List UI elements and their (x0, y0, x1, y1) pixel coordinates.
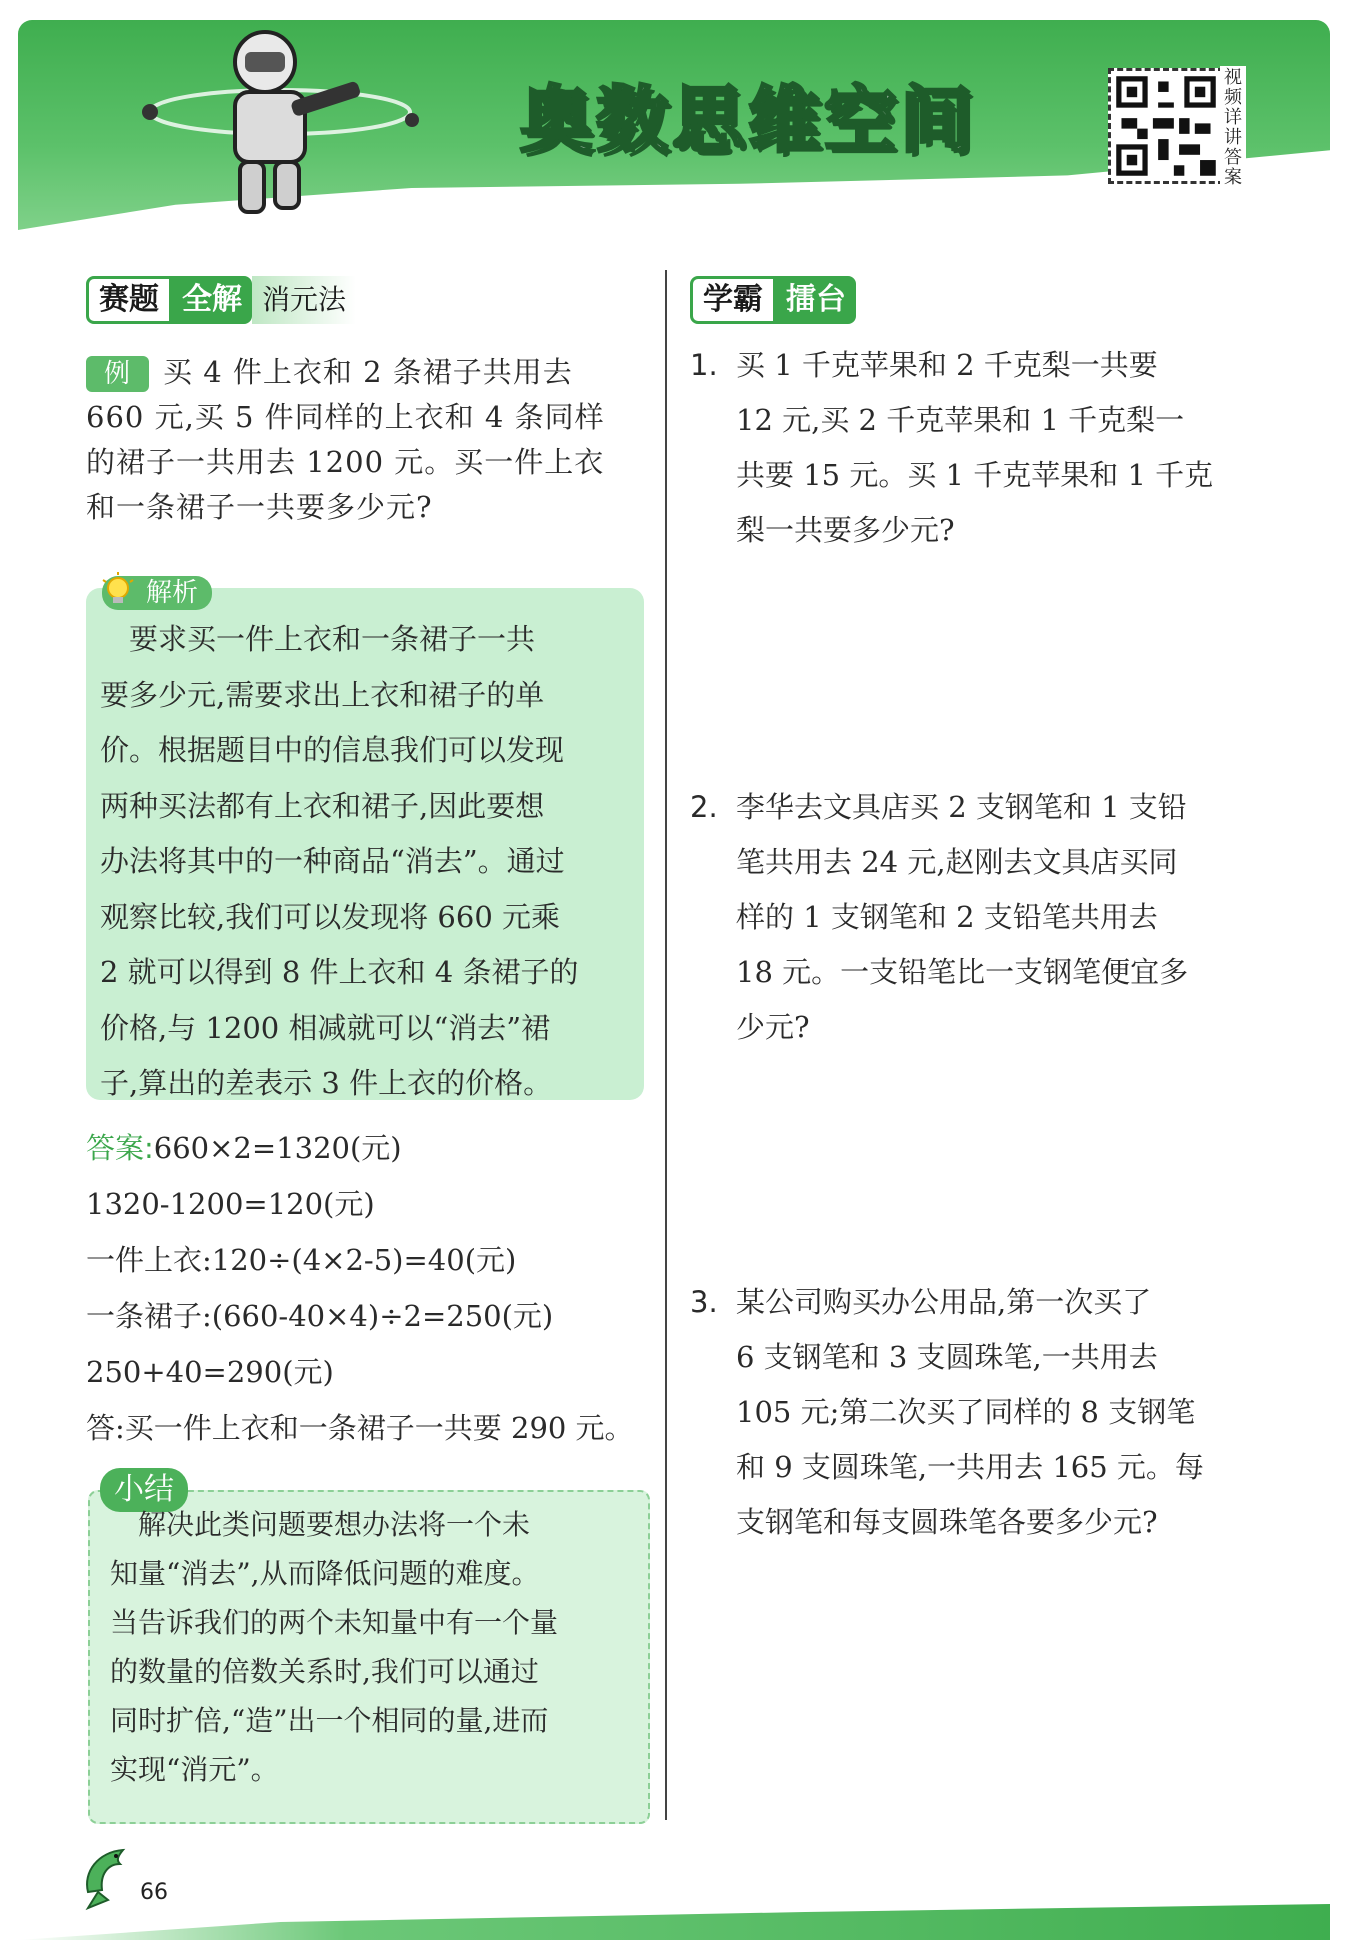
example-line-2: 660 元,买 5 件同样的上衣和 4 条同样 (86, 400, 605, 434)
summary-text (110, 1500, 630, 1794)
footer-bar (18, 1900, 1330, 1940)
answer-line: 1320-1200=120(元) (86, 1187, 375, 1221)
question-2 (690, 780, 1250, 1055)
column-divider (665, 270, 667, 1820)
question-number: 1. (690, 348, 718, 382)
answer-line: 一件上衣:120÷(4×2-5)=40(元) (86, 1243, 517, 1277)
analysis-label: 解析 (102, 576, 212, 610)
page-number: 66 (140, 1880, 168, 1905)
example-line-1: 例 买 4 件上衣和 2 条裙子共用去 (86, 350, 656, 395)
summary-line: 当告诉我们的两个未知量中有一个量 (110, 1606, 559, 1639)
qr-label: 视频详讲答案 (1220, 66, 1246, 190)
analysis-line: 两种买法都有上衣和裙子,因此要想 (100, 788, 545, 823)
answer-block (86, 1120, 656, 1456)
dolphin-icon (78, 1842, 140, 1912)
question-3 (690, 1275, 1250, 1550)
answer-line: 答:买一件上衣和一条裙子一共要 290 元。 (86, 1411, 634, 1445)
question-number: 2. (690, 790, 718, 824)
section-tag-right (690, 276, 856, 324)
analysis-line: 2 就可以得到 8 件上衣和 4 条裙子的 (100, 955, 579, 989)
question-text: 买 1 千克苹果和 2 千克梨一共要 12 元,买 2 千克苹果和 1 千克梨一 共要 15 元。买 1 千克苹果和 1 千克 梨一共要多少元? (736, 348, 1214, 547)
question-1 (690, 338, 1250, 558)
example-line-4: 和一条裙子一共要多少元? (86, 490, 433, 524)
analysis-line: 办法将其中的一种商品“消去”。通过 (100, 844, 565, 878)
summary-line: 知量“消去”,从而降低问题的难度。 (110, 1557, 540, 1590)
analysis-line: 观察比较,我们可以发现将 660 元乘 (100, 899, 561, 934)
analysis-text (100, 612, 630, 1112)
lightbulb-icon (100, 572, 136, 612)
section-tag-left (86, 276, 356, 324)
analysis-line: 子,算出的差表示 3 件上衣的价格。 (100, 1066, 553, 1100)
analysis-line: 价格,与 1200 相减就可以“消去”裙 (100, 1010, 551, 1045)
analysis-line: 价。根据题目中的信息我们可以发现 (100, 733, 565, 767)
section-tag-part1: 学霸 (690, 276, 776, 324)
example-line-3: 的裙子一共用去 1200 元。买一件上衣 (86, 445, 605, 479)
section-tag-part1: 赛题 (86, 276, 172, 324)
analysis-line: 要求买一件上衣和一条裙子一共 (100, 622, 536, 656)
answer-line: 250+40=290(元) (86, 1355, 334, 1389)
summary-line: 的数量的倍数关系时,我们可以通过 (110, 1655, 539, 1688)
summary-line: 实现“消元”。 (110, 1753, 279, 1786)
section-tag-part2: 全解 (172, 276, 252, 324)
answer-label: 答案: (86, 1131, 154, 1165)
example-problem (86, 350, 656, 530)
question-number: 3. (690, 1285, 718, 1319)
summary-line: 同时扩倍,“造”出一个相同的量,进而 (110, 1704, 549, 1737)
section-tag-part2: 擂台 (776, 276, 856, 324)
banner-title: 奥数思维空间 (520, 78, 977, 162)
analysis-line: 要多少元,需要求出上衣和裙子的单 (100, 677, 545, 712)
section-tag-topic: 消元法 (252, 276, 356, 324)
summary-label: 小结 (100, 1468, 188, 1512)
qr-code-icon[interactable] (1108, 68, 1224, 184)
answer-line-1: 答案:660×2=1320(元) (86, 1131, 402, 1165)
example-mark: 例 (86, 356, 149, 392)
astronaut-illustration (130, 22, 430, 232)
question-text: 某公司购买办公用品,第一次买了 6 支钢笔和 3 支圆珠笔,一共用去 105 元;第二次买了同样的 8 支钢笔 和 9 支圆珠笔,一共用去 165 元。每 支钢笔和每支圆珠笔各要多少元? (736, 1285, 1204, 1539)
answer-line: 一条裙子:(660-40×4)÷2=250(元) (86, 1299, 554, 1333)
question-text: 李华去文具店买 2 支钢笔和 1 支铅 笔共用去 24 元,赵刚去文具店买同 样的 1 支钢笔和 2 支铅笔共用去 18 元。一支铅笔比一支钢笔便宜多 少元? (736, 790, 1189, 1044)
summary-line: 解决此类问题要想办法将一个未 (110, 1508, 531, 1541)
